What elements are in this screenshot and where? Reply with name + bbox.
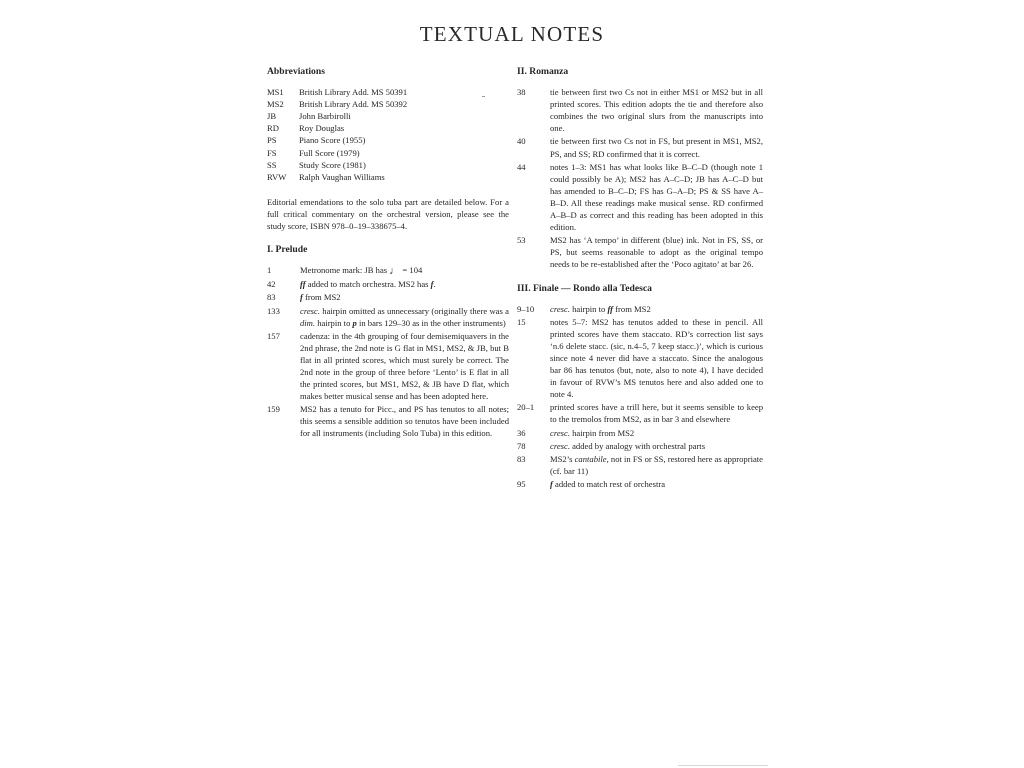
bar-number: 133: [267, 305, 280, 316]
abbreviation-key: SS: [267, 159, 277, 170]
abbreviation-key: MS2: [267, 99, 284, 110]
italic-term: cresc.: [550, 427, 570, 438]
bar-number: 44: [517, 161, 526, 172]
dynamic-mark: f: [300, 292, 303, 303]
note-fragment: added to match orchestra. MS2 has: [305, 279, 431, 290]
italic-term: dim.: [300, 317, 316, 328]
bar-number: 36: [517, 427, 526, 438]
note-fragment: hairpin to: [569, 303, 608, 314]
abbreviation-value: Ralph Vaughan Williams: [299, 171, 385, 182]
note-fragment: added to match rest of orchestra: [552, 478, 666, 489]
dynamic-mark: f: [430, 279, 434, 290]
abbreviation-row: [267, 86, 509, 98]
note-text: [550, 453, 763, 477]
abbreviations-heading: Abbreviations: [267, 66, 325, 77]
finale-section: [517, 283, 763, 491]
abbreviation-row: [267, 110, 509, 122]
note-fragment: added by analogy with orchestral parts: [569, 440, 706, 451]
abbreviation-row: [267, 159, 509, 171]
bar-number: 83: [517, 453, 526, 464]
prelude-section: [267, 244, 509, 439]
abbreviation-key: RVW: [267, 171, 287, 182]
abbreviation-row: [267, 147, 509, 159]
abbreviation-key: MS1: [267, 87, 284, 98]
note-fragment: from MS2: [613, 303, 651, 314]
abbreviation-value: Study Score (1981): [299, 159, 366, 170]
note-text: printed scores have a trill here, but it seems sensible to keep to the tremolos from MS2, as in bar 3 and elsewhere: [550, 402, 763, 425]
abbreviation-key: JB: [267, 111, 277, 122]
note-entry: [267, 305, 509, 329]
left-column: [267, 66, 509, 441]
abbreviation-row: [267, 98, 509, 110]
note-entry: [517, 401, 763, 425]
note-entry: [517, 303, 763, 315]
abbreviation-value: John Barbirolli: [299, 111, 351, 122]
abbreviation-value: British Library Add. MS 50392: [299, 99, 408, 110]
abbreviations-list: [267, 86, 509, 183]
note-entry: [517, 440, 763, 452]
quarter-note-icon: ♩: [389, 265, 401, 278]
note-text: [300, 278, 509, 290]
bar-number: 78: [517, 440, 526, 451]
note-fragment: in bars 129–30 as in the other instruments): [356, 317, 506, 328]
note-text: [550, 478, 763, 490]
bar-number: 95: [517, 478, 526, 489]
bar-number: 9–10: [517, 303, 535, 314]
note-entry: [267, 291, 509, 303]
abbreviation-value: Piano Score (1955): [299, 135, 366, 146]
abbreviation-row: [267, 171, 509, 183]
bar-number: 53: [517, 235, 526, 246]
note-entry: [517, 478, 763, 490]
note-text: tie between first two Cs not in FS, but present in MS1, MS2, PS, and SS; RD confirmed that it is correct.: [550, 136, 763, 159]
bar-number: 83: [267, 292, 276, 303]
note-fragment: MS2’s: [550, 453, 575, 464]
abbreviation-key: PS: [267, 135, 277, 146]
finale-heading: III. Finale — Rondo alla Tedesca: [517, 282, 652, 294]
note-text: notes 5–7: MS2 has tenutos added to these in pencil. All printed scores have them staccato. RD’s correction list says ‘n.6 delete stacc. (sic, n.4–5, 7 keep stacc.)’, which is curious since note 4 never did have a staccato. Since the analogous bar 86 has tenutos (but, note, also to note 4), I have decided in favour of RVW’s MS tenutos here and also added one to note 4.: [550, 316, 763, 400]
note-text: MS2 has ‘A tempo’ in different (blue) ink. Not in FS, SS, or PS, but seems reasonable to adopt as the original tempo needs to be re-established after the ‘Poco agitato’ at bar 26.: [550, 235, 763, 270]
note-entry: [517, 135, 763, 159]
note-entry: [267, 403, 509, 439]
note-text: cadenza: in the 4th grouping of four demisemiquavers in the 2nd phrase, the 2nd note is G flat in MS1, MS2, & JB, but B flat in all printed scores, which must surely be correct. The 2nd note in the group of three before ‘Lento’ is E flat in all the printed scores, but MS1, MS2, & JB have D flat, which makes better musical sense and has been adopted here.: [300, 330, 509, 402]
note-entry: [517, 234, 763, 270]
bar-number: 1: [267, 265, 272, 276]
italic-term: cresc.: [550, 303, 570, 314]
abbreviation-value: Roy Douglas: [299, 123, 345, 134]
note-text: [300, 291, 509, 303]
abbreviation-value: British Library Add. MS 50391: [299, 87, 408, 98]
note-text: MS2 has a tenuto for Picc., and PS has tenutos to all notes; this seems a sensible addition so tenutos have been included for all instruments (including Solo Tuba) in this edition.: [300, 404, 509, 439]
note-fragment: hairpin from MS2: [569, 427, 635, 438]
note-entry: [517, 453, 763, 477]
bar-number: 42: [267, 279, 276, 290]
note-fragment: hairpin omitted as unnecessary (originally there was a: [319, 305, 509, 316]
page-title: TEXTUAL NOTES: [419, 22, 605, 46]
italic-term: cresc.: [300, 305, 320, 316]
note-text: tie between first two Cs not in either MS1 or MS2 but in all printed scores. This edition adopts the tie and therefore also combines the two original slurs from the manuscripts into one.: [550, 87, 763, 134]
editorial-paragraph: Editorial emendations to the solo tuba part are detailed below. For a full critical commentary on the orchestral version, please see the study score, ISBN 978–0–19–338675–4.: [267, 196, 509, 232]
note-entry: [517, 316, 763, 401]
bar-number: 38: [517, 87, 526, 98]
italic-term: cresc.: [550, 440, 570, 451]
prelude-heading: I. Prelude: [267, 244, 308, 256]
dynamic-mark: ff: [607, 303, 614, 314]
bar-number: 15: [517, 316, 526, 327]
bar-number: 20–1: [517, 402, 535, 413]
note-entry: [267, 330, 509, 403]
abbreviation-value: Full Score (1979): [299, 147, 360, 158]
dynamic-mark: f: [550, 478, 553, 489]
note-fragment: = 104: [400, 265, 423, 276]
abbreviation-key: RD: [267, 123, 279, 134]
note-text: [550, 303, 763, 315]
note-fragment: .: [433, 279, 436, 290]
note-entry: [267, 278, 509, 290]
bar-number: 159: [267, 404, 280, 415]
dynamic-mark: p: [352, 317, 357, 328]
abbreviation-key: FS: [267, 147, 277, 158]
note-text: notes 1–3: MS1 has what looks like B–C–D (though note 1 could possibly be A); MS2 has A–C–D; JB has A–C–D but has amended to B–C–D; FS has G–A–D; PS & SS have A–B–D. All these readings make musical sense. RD confirmed A–B–D as correct and this reading has been adopted in this edition.: [550, 161, 763, 233]
italic-term: cantabile: [574, 453, 607, 464]
note-text: [300, 264, 509, 277]
note-fragment: , not in FS or SS, restored here as appropriate (cf. bar 11): [550, 453, 763, 476]
romanza-heading: II. Romanza: [517, 66, 569, 77]
bar-number: 40: [517, 136, 526, 147]
note-text: [550, 427, 763, 439]
note-fragment: hairpin to: [315, 317, 353, 328]
note-text: [550, 440, 763, 452]
right-column: [517, 66, 763, 491]
note-fragment: from MS2: [302, 292, 341, 303]
abbreviation-row: [267, 134, 509, 146]
abbreviation-row: [267, 122, 509, 134]
scan-edge-mark: [678, 765, 768, 766]
note-entry: [517, 427, 763, 439]
dynamic-mark: ff: [300, 279, 306, 290]
note-entry: [517, 86, 763, 134]
note-entry: [267, 264, 509, 277]
note-fragment: Metronome mark: JB has: [300, 265, 390, 276]
note-entry: [517, 161, 763, 234]
note-text: [300, 305, 509, 329]
bar-number: 157: [267, 330, 280, 341]
